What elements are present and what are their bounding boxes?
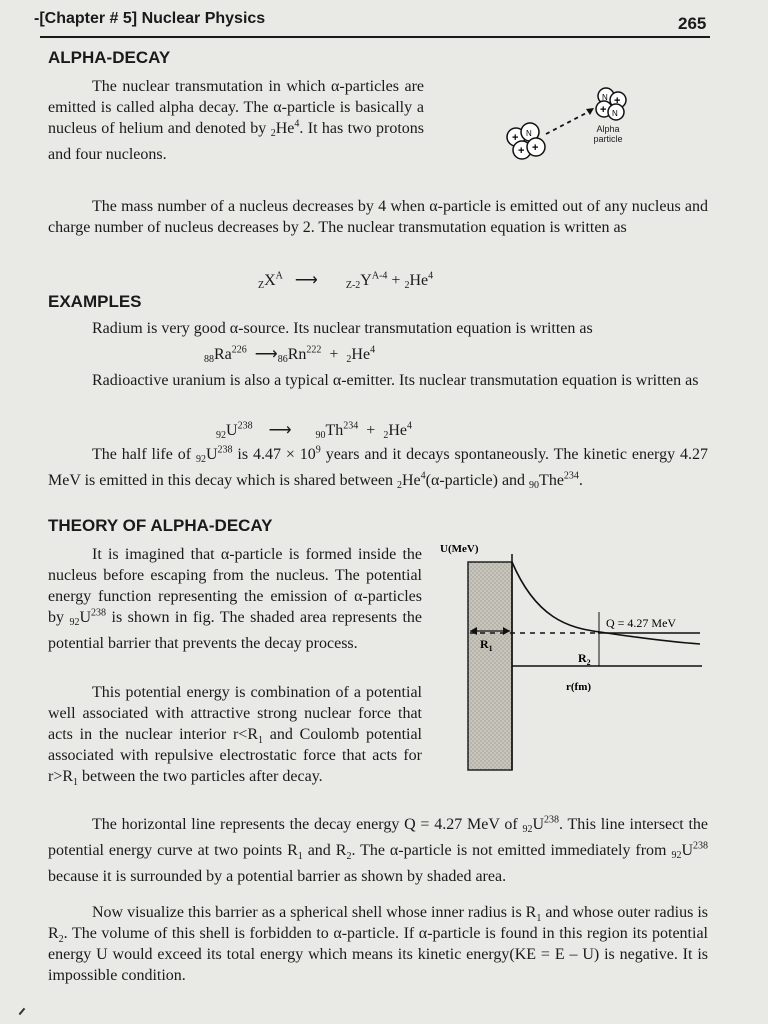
alpha-particle-cluster [596,88,626,120]
examples-paragraph-3: The half life of $92U^{238}$ is $4.47 \times 10^9$ years and it decays spontaneously. The kinetic energy 4.27 MeV is emitted in this decay which is shared between 2He$^4$(α-particle) and 90The$^{234}$. [48,444,708,491]
alpha-decay-heading: ALPHA-DECAY [48,48,171,67]
chapter-header: -[Chapter # 5] Nuclear Physics [34,10,266,27]
uranium-equation: $92U^{238}$ ⟶ 90Th$^{234}$ + 2He$^4$ [216,420,412,441]
svg-text:+: + [614,95,621,107]
examples-heading: EXAMPLES [48,292,142,311]
svg-text:+: + [518,145,525,157]
theory-paragraph-2: This potential energy is combination of a potential well associated with attractive strong nuclear force that acts in the nuclear interior $r<R_1$ and Coulomb potential associated with repulsive electrostatic force that acts for $r>R_1$ between the two particles after decay. [48,684,423,789]
r1-label: $R_1$ [480,637,493,653]
coulomb-curve [512,562,700,644]
potential-energy-graph [440,536,710,776]
svg-text:+: + [532,142,539,154]
header-rule [40,36,710,38]
y-axis-label: U(MeV) [440,543,479,555]
potential-well-region [468,562,512,770]
page-corner-mark [19,1008,32,1021]
alpha-decay-equation: $ZX^A$ ⟶ $Z-2Y^{A-4} + 2He^4$ [258,270,434,291]
alpha-paragraph-2: The mass number of a nucleus decreases by 4 when α-particle is emitted out of any nucleus and charge number of nucleus decreases by 2. The nuclear transmutation equation is written as [48,198,708,236]
r2-label: $R_2$ [578,651,591,667]
q-value-label: Q = 4.27 MeV [606,616,677,630]
alpha-paragraph-1: The nuclear transmutation in which α-particles are emitted is called alpha decay. The α-particle is basically a nucleus of helium and denoted by 2He$^4$. It has two protons and four nucleons. [48,78,424,163]
theory-paragraph-1: It is imagined that α-particle is formed inside the nucleus before escaping from the nucleus. The potential energy function representing the emission of α-particles by $92U^{238}$ is shown in fig. The shaded area represents the potential barrier that prevents the decay process. [48,546,423,652]
emission-arrow [546,110,592,134]
emitting-nucleus [507,123,545,159]
x-axis-label: r(fm) [566,681,592,693]
svg-text:N: N [602,93,608,102]
theory-paragraph-3: The horizontal line represents the decay energy Q = 4.27 MeV of $92U^{238}$. This line intersect the potential energy curve at two points $R_1$ and $R_2$. The α-particle is not emitted immediately from $92U^{238}$ because it is surrounded by a potential barrier as shown by shaded area. [48,814,709,885]
nucleon-n-label: N [526,129,532,138]
theory-paragraph-4: Now visualize this barrier as a spherical shell whose inner radius is $R_1$ and whose outer radius is $R_2$. The volume of this shell is forbidden to α-particle. If α-particle is found in this region its potential energy U would exceed its total energy which means its kinetic energy(KE = E – U) is negative. It is impossible condition. [48,904,709,984]
examples-paragraph-1: Radium is very good α-source. Its nuclear transmutation equation is written as [92,320,593,337]
alpha-particle-caption: Alpha particle [593,124,623,144]
radium-equation: 88Ra$^{226}$ ⟶86Rn$^{222}$ + 2He$^4$ [204,344,376,365]
svg-text:N: N [612,109,618,118]
svg-text:+: + [512,132,519,144]
svg-text:+: + [600,104,607,116]
theory-heading: THEORY OF ALPHA-DECAY [48,516,273,535]
examples-paragraph-2: Radioactive uranium is also a typical α-emitter. Its nuclear transmutation equation is written as [92,372,699,389]
page-number: 265 [678,14,707,33]
